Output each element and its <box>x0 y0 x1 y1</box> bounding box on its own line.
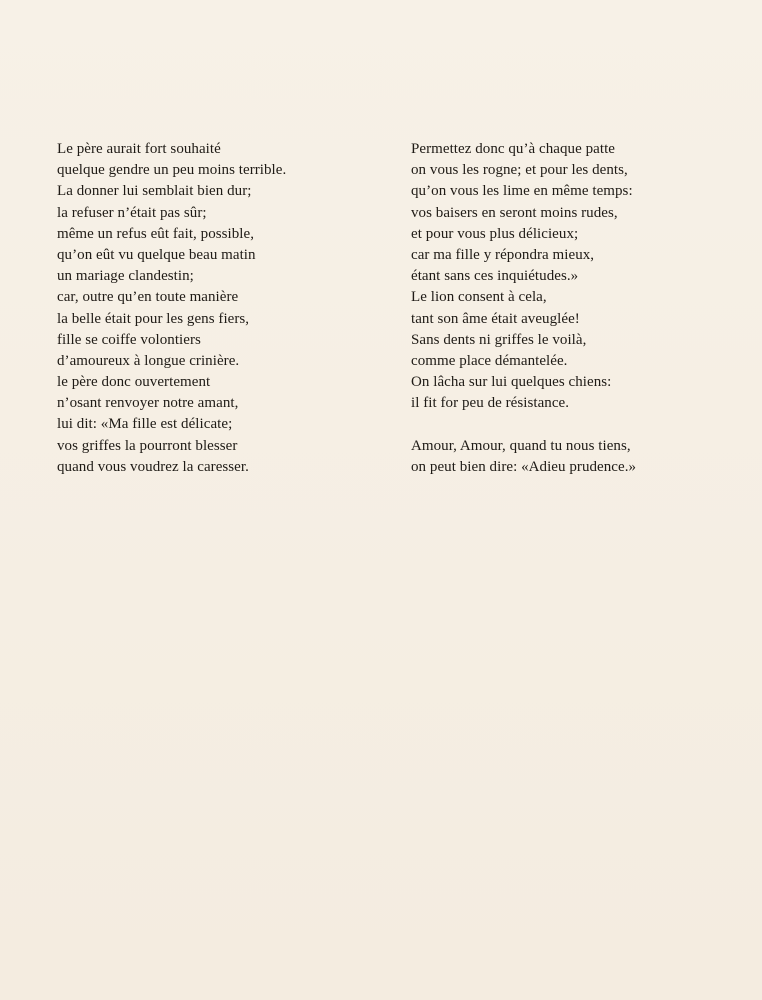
verse-line: lui dit: «Ma fille est délicate; <box>57 416 233 433</box>
poem-column-right <box>411 139 636 478</box>
verse-line: vos griffes la pourront blesser <box>57 437 238 454</box>
verse-line: car, outre qu’en toute manière <box>57 289 239 306</box>
verse-line: vos baisers en seront moins rudes, <box>411 204 618 221</box>
verse-line: on peut bien dire: «Adieu prudence.» <box>411 458 637 475</box>
verse-line: la refuser n’était pas sûr; <box>57 204 207 221</box>
verse-line: car ma fille y répondra mieux, <box>411 246 595 263</box>
verse-line: la belle était pour les gens fiers, <box>57 310 250 327</box>
verse-line: qu’on vous les lime en même temps: <box>411 183 633 200</box>
verse-line: le père donc ouvertement <box>57 374 211 391</box>
verse-line: quand vous voudrez la caresser. <box>57 458 249 475</box>
verse-line: comme place démantelée. <box>411 352 568 369</box>
verse-line: On lâcha sur lui quelques chiens: <box>411 374 612 391</box>
verse-line: et pour vous plus délicieux; <box>411 225 579 242</box>
verse-line: un mariage clandestin; <box>57 268 194 285</box>
verse-line: Le père aurait fort souhaité <box>57 141 221 157</box>
verse-line: il fit for peu de résistance. <box>411 395 570 412</box>
verse-line: tant son âme était aveuglée! <box>411 310 580 327</box>
verse-line: Permettez donc qu’à chaque patte <box>411 141 616 157</box>
verse-line: même un refus eût fait, possible, <box>57 225 255 242</box>
verse-line: Sans dents ni griffes le voilà, <box>411 331 587 348</box>
verse-line: on vous les rogne; et pour les dents, <box>411 162 628 179</box>
verse-line: n’osant renvoyer notre amant, <box>57 395 239 412</box>
verse-line: fille se coiffe volontiers <box>57 331 201 348</box>
verse-line: qu’on eût vu quelque beau matin <box>57 246 256 263</box>
verse-line: Amour, Amour, quand tu nous tiens, <box>411 437 631 454</box>
stanza-break <box>411 414 636 435</box>
verse-line: La donner lui semblait bien dur; <box>57 183 252 200</box>
verse-line: Le lion consent à cela, <box>411 289 547 306</box>
verse-line: étant sans ces inquiétudes.» <box>411 268 579 285</box>
poem-column-left <box>57 139 286 478</box>
verse-line: d’amoureux à longue crinière. <box>57 352 240 369</box>
verse-line: quelque gendre un peu moins terrible. <box>57 162 287 179</box>
